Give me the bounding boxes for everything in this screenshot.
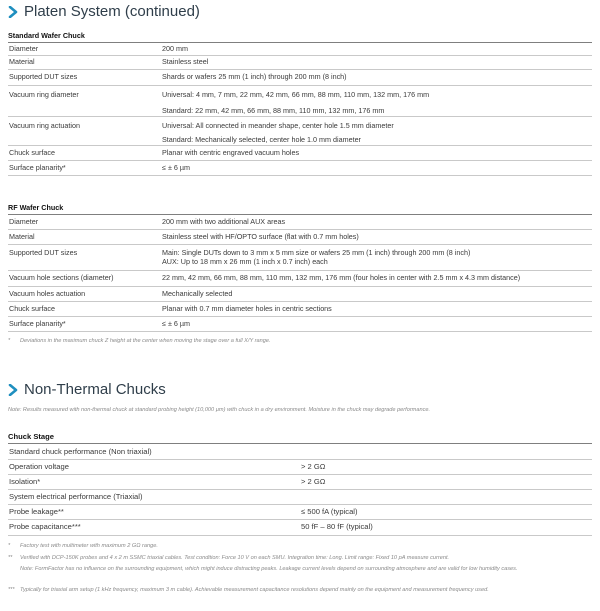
row-value: 200 mm	[161, 43, 592, 55]
table-row	[8, 270, 592, 286]
rf-chuck-heading: RF Wafer Chuck	[8, 203, 592, 215]
row-value: > 2 GΩ	[300, 474, 592, 489]
row-value: 200 mm with two additional AUX areas	[161, 215, 592, 229]
platen-section-title	[8, 3, 200, 20]
nonthermal-title-text: Non-Thermal Chucks	[24, 381, 166, 398]
row-label: Isolation*	[8, 474, 300, 489]
footnote-mark: *	[8, 543, 11, 549]
value-line: Main: Single DUTs down to 3 mm x 5 mm size or wafers 25 mm (1 inch) through 200 mm (8 inch)	[162, 247, 471, 257]
table-row	[8, 69, 592, 85]
row-label: Material	[8, 55, 161, 69]
row-label: Vacuum ring diameter	[8, 85, 161, 116]
table-row	[8, 43, 592, 55]
row-label: System electrical performance (Triaxial)	[8, 489, 592, 504]
chuck-stage-heading: Chuck Stage	[8, 432, 592, 444]
row-label: Standard chuck performance (Non triaxial)	[8, 444, 592, 459]
standard-chuck-heading: Standard Wafer Chuck	[8, 31, 592, 43]
footnote-mark: ***	[8, 587, 15, 593]
row-label: Chuck surface	[8, 301, 161, 316]
row-label: Surface planarity*	[8, 316, 161, 331]
value-line: Standard: 22 mm, 42 mm, 66 mm, 88 mm, 110 mm, 132 mm, 176 mm	[162, 106, 385, 115]
row-label: Vacuum ring actuation	[8, 116, 161, 145]
table-row	[8, 229, 592, 244]
table-row	[8, 286, 592, 301]
row-value: 50 fF – 80 fF (typical)	[300, 519, 592, 535]
row-value: ≤ 500 fA (typical)	[300, 504, 592, 519]
row-value: ≤ ± 6 µm	[161, 316, 592, 331]
table-row	[8, 55, 592, 69]
table-row	[8, 301, 592, 316]
value-line: Standard: Mechanically selected, center hole 1.0 mm diameter	[162, 135, 361, 144]
table-row	[8, 116, 592, 145]
row-value: Stainless steel with HF/OPTO surface (flat with 0.7 mm holes)	[161, 229, 592, 244]
row-label: Diameter	[8, 43, 161, 55]
table-row	[8, 459, 592, 474]
value-line: Universal: All connected in meander shape, center hole 1.5 mm diameter	[162, 120, 394, 130]
row-label: Material	[8, 229, 161, 244]
row-value: Planar with centric engraved vacuum holes	[161, 145, 592, 160]
row-value	[161, 85, 592, 116]
value-line: Universal: 4 mm, 7 mm, 22 mm, 42 mm, 66 mm, 88 mm, 110 mm, 132 mm, 176 mm	[162, 89, 430, 99]
table-row	[8, 444, 592, 459]
table-row	[8, 316, 592, 331]
row-value: Shards or wafers 25 mm (1 inch) through 200 mm (8 inch)	[161, 69, 592, 85]
row-value: Planar with 0.7 mm diameter holes in centric sections	[161, 301, 592, 316]
row-value	[161, 244, 592, 270]
table-row	[8, 489, 592, 504]
row-value: Mechanically selected	[161, 286, 592, 301]
row-value: > 2 GΩ	[300, 459, 592, 474]
standard-chuck-table	[8, 43, 592, 176]
row-label: Supported DUT sizes	[8, 244, 161, 270]
value-line: AUX: Up to 18 mm x 26 mm (1 inch x 0.7 inch) each	[162, 257, 328, 266]
chevron-right-icon	[8, 6, 18, 18]
platen-title-text: Platen System (continued)	[24, 3, 200, 20]
stage-footnote-3	[8, 587, 592, 594]
footnote-mark: *	[8, 338, 11, 344]
row-label: Diameter	[8, 215, 161, 229]
row-label: Probe leakage**	[8, 504, 300, 519]
footnote-mark: **	[8, 555, 13, 561]
footnote-text: Note: FormFactor has no influence on the surrounding equipment, which might induce distracting peaks. Leakage current levels depend on surrounding atmosphere and are valid for low humidity cases.	[20, 566, 518, 572]
table-row	[8, 160, 592, 175]
row-value: Stainless steel	[161, 55, 592, 69]
table-row	[8, 474, 592, 489]
row-label: Vacuum hole sections (diameter)	[8, 270, 161, 286]
row-label: Chuck surface	[8, 145, 161, 160]
chuck-stage-table	[8, 444, 592, 536]
row-label: Surface planarity*	[8, 160, 161, 175]
row-label: Supported DUT sizes	[8, 69, 161, 85]
stage-footnote-2	[8, 555, 592, 562]
footnote-text: Factory test with multimeter with maximum 2 GΩ range.	[20, 543, 158, 549]
nonthermal-section-title	[8, 381, 166, 398]
row-label: Probe capacitance***	[8, 519, 300, 535]
row-label: Operation voltage	[8, 459, 300, 474]
row-value: 22 mm, 42 mm, 66 mm, 88 mm, 110 mm, 132 mm, 176 mm (four holes in center with 2.5 mm x 4.3 mm distance)	[161, 270, 592, 286]
table-row	[8, 519, 592, 535]
footnote-text: Deviations in the maximum chuck Z height at the center when moving the stage over a full X/Y range.	[20, 338, 271, 344]
footnote-text: Verified with DCP-150K probes and 4 x 2 m SSMC triaxial cables. Test condition: Force 10 V on each SMU. Integration time: Long. Limit range: Fixed 10 pA measure current.	[20, 555, 450, 561]
stage-footnote-1	[8, 543, 592, 550]
table-row	[8, 504, 592, 519]
footnote-text: Typically for triaxial arm setup (1 kHz frequency, maximum 3 m cable). Achievable measurement capacitance resolutions depend mainly on the equipment and measurement frequency used.	[20, 587, 489, 593]
rf-chuck-table	[8, 215, 592, 332]
table-row	[8, 244, 592, 270]
table-row	[8, 85, 592, 116]
row-label: Vacuum holes actuation	[8, 286, 161, 301]
table-row	[8, 145, 592, 160]
platen-footnote	[8, 338, 592, 345]
chevron-right-icon	[8, 384, 18, 396]
table-row	[8, 215, 592, 229]
nonthermal-note: Note: Results measured with non-thermal chuck at standard probing height (10,000 µm) with chuck in a dry environment. Moisture in the chuck may degrade performance.	[8, 407, 431, 413]
row-value	[161, 116, 592, 145]
row-value: ≤ ± 6 µm	[161, 160, 592, 175]
stage-footnote-note	[8, 566, 592, 573]
